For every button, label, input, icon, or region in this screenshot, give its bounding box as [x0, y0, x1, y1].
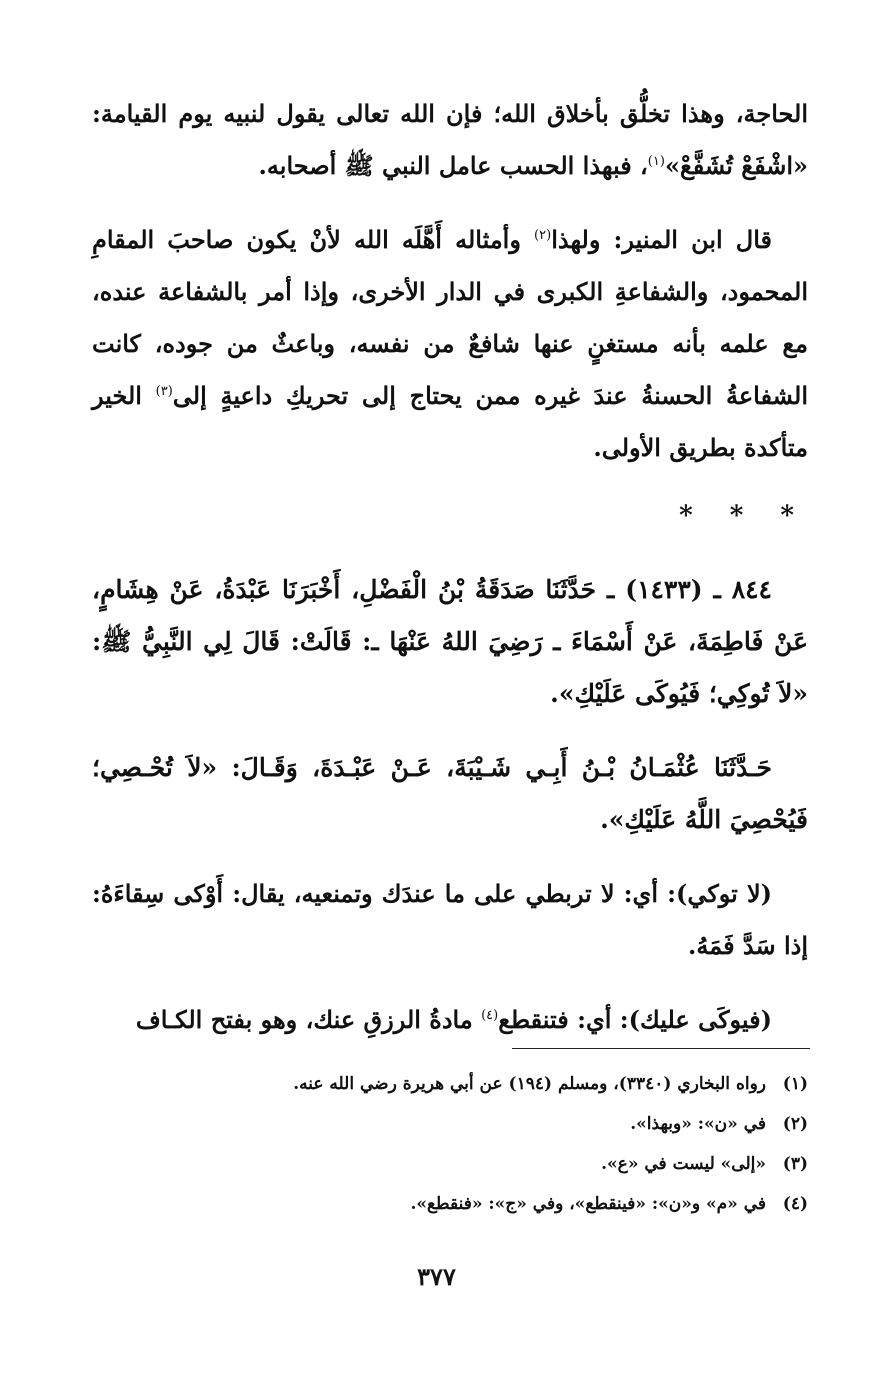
footnote-3 — [92, 1144, 808, 1184]
footnote-number: (١) — [782, 1074, 808, 1094]
footnote-number: (٢) — [782, 1114, 808, 1134]
paragraph-2-text-a: قال ابن المنير: ولهذا — [551, 225, 773, 254]
footnote-text: في «م» و«ن»: «فينقطع»، وفي «ج»: «فنقطع». — [410, 1194, 766, 1214]
paragraph-1-text-b: ، فبهذا الحسب عامل النبي ﷺ أصحابه. — [258, 151, 648, 180]
hadith-text-1: ٨٤٤ ـ (١٤٣٣) ـ حَدَّثَنَا صَدَقَةُ بْنُ الْفَضْلِ، أَخْبَرَنَا عَبْدَةُ، عَنْ هِشَامٍ، عَنْ فَاطِمَةَ، عَنْ أَسْمَاءَ ـ رَضِيَ اللهُ عَنْهَا ـ: قَالَتْ: قَالَ لِي النَّبِيُّ ﷺ: «لاَ تُوكِي؛ فَيُوكَى عَلَيْكِ». — [92, 575, 808, 708]
explanation-2 — [92, 994, 808, 1046]
footnote-text: في «ن»: «وبهذا». — [630, 1114, 766, 1134]
page-body — [92, 88, 808, 1068]
hadith-text-2: حَـدَّثَنَا عُثْمَـانُ بْـنُ أَبِـي شَـيْبَةَ، عَـنْ عَبْـدَةَ، وَقَـالَ: «لاَ تُحْـصِي؛ فَيُحْصِيَ اللَّهُ عَلَيْكِ». — [92, 753, 808, 834]
footnote-divider — [512, 1048, 810, 1049]
commentary-bottom — [92, 868, 808, 1046]
footnotes — [92, 1064, 808, 1224]
paragraph-2 — [92, 214, 808, 474]
footnote-ref-2[interactable]: (٢) — [534, 228, 552, 243]
footnote-number: (٤) — [782, 1194, 808, 1214]
footnote-ref-1[interactable]: (١) — [647, 154, 665, 169]
footnote-4 — [92, 1184, 808, 1224]
commentary-top — [92, 88, 808, 474]
paragraph-1 — [92, 88, 808, 192]
paragraph-1-text-a: الحاجة، وهذا تخلُّق بأخلاق الله؛ فإن الله تعالى يقول لنبيه يوم القيامة: «اشْفَعْ تُشَفَّعْ» — [92, 99, 809, 180]
footnote-2 — [92, 1104, 808, 1144]
footnote-number: (٣) — [782, 1154, 808, 1174]
footnote-ref-3[interactable]: (٣) — [155, 384, 173, 399]
paragraph-2-text-c: الخير متأكدة بطريق الأولى. — [92, 381, 808, 462]
footnote-1 — [92, 1064, 808, 1104]
section-separator: * * * — [679, 501, 808, 531]
explanation-2-text-b: مادةُ الرزقِ عنك، وهو بفتح الكـاف — [135, 1005, 482, 1034]
explanation-1: (لا توكي): أي: لا تربطي على ما عندَك وتمنعيه، يقال: أَوْكى سِقاءَهُ: إذا سَدَّ فَمَهُ. — [92, 879, 808, 960]
paragraph-2-text-b: وأمثاله أَهَّلَه الله لأنْ يكون صاحبَ المقامِ المحمود، والشفاعةِ الكبرى في الدار الأخرى، وإذا أمر بالشفاعة عنده، مع علمه بأنه مستغنٍ عنها شافعٌ من نفسه، وباعثٌ من جوده، كانت الشفاعةُ الحسنةُ عندَ غيره ممن يحتاج إلى تحريكِ داعيةٍ إلى — [92, 225, 808, 410]
footnote-text: رواه البخاري (٣٣٤٠)، ومسلم (١٩٤) عن أبي هريرة رضي الله عنه. — [293, 1074, 766, 1094]
page-number: ٣٧٧ — [417, 1262, 456, 1291]
footnote-text: «إلى» ليست في «ع». — [601, 1154, 766, 1174]
hadith-block — [92, 564, 808, 846]
footnote-ref-4[interactable]: (٤) — [481, 1008, 499, 1023]
explanation-2-text-a: (فيوكَى عليك): أي: فتنقطع — [498, 1005, 772, 1034]
